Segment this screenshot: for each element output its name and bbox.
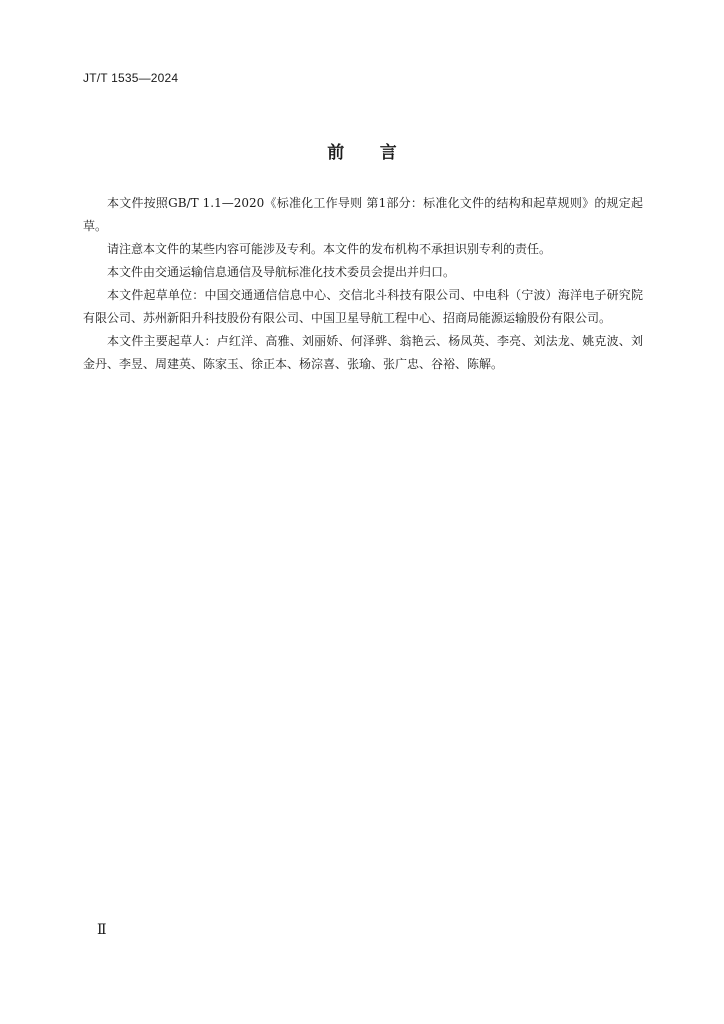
foreword-body bbox=[83, 192, 643, 376]
paragraph-patent-notice: 请注意本文件的某些内容可能涉及专利。本文件的发布机构不承担识别专利的责任。 bbox=[107, 242, 552, 256]
page-number: Ⅱ bbox=[97, 922, 107, 938]
paragraph-main-drafters: 本文件主要起草人：卢红洋、高雅、刘丽娇、何泽骅、翁艳云、杨凤英、李亮、刘法龙、姚克波、刘金丹、李昱、周建英、陈家玉、徐正本、杨淙喜、张瑜、张广忠、谷裕、陈解。 bbox=[83, 334, 643, 371]
document-id-header: JT/T 1535—2024 bbox=[83, 71, 179, 85]
paragraph-drafting-units: 本文件起草单位：中国交通通信信息中心、交信北斗科技有限公司、中电科（宁波）海洋电子研究院有限公司、苏州新阳升科技股份有限公司、中国卫星导航工程中心、招商局能源运输股份有限公司。 bbox=[83, 288, 643, 325]
page-title: 前 言 bbox=[327, 143, 397, 163]
paragraph-proposer: 本文件由交通运输信息通信及导航标准化技术委员会提出并归口。 bbox=[107, 265, 456, 279]
paragraph-drafting-rules: 本文件按照GB/T 1.1—2020《标准化工作导则 第1部分：标准化文件的结构和起草规则》的规定起草。 bbox=[83, 196, 643, 233]
